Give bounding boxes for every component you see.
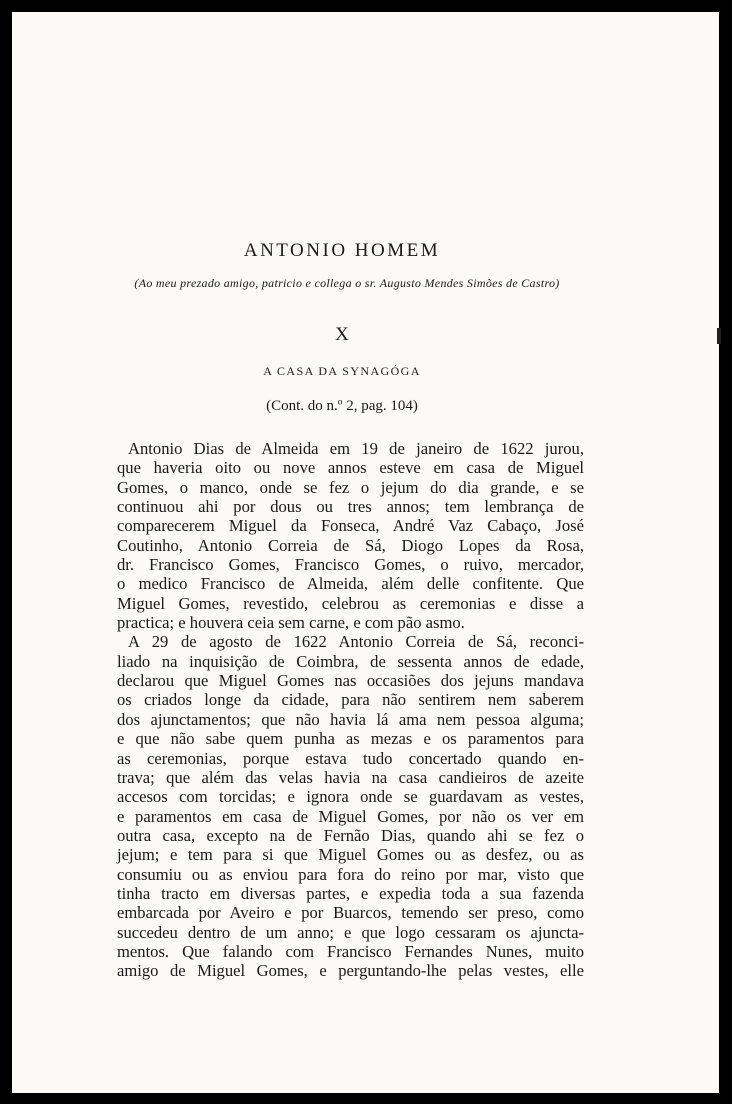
text-line: as ceremonias, porque estava tudo concertado quando en- [117, 748, 584, 768]
text-line: trava; que além das velas havia na casa candieiros de azeite [117, 767, 584, 787]
text-line: Coutinho, Antonio Correia de Sá, Diogo Lopes da Rosa, [117, 535, 584, 555]
chapter-number: X [335, 324, 349, 345]
text-line: e paramentos em casa de Miguel Gomes, por não os ver em [117, 806, 584, 826]
page [12, 12, 719, 1093]
text-line: outra casa, excepto na de Fernão Dias, quando ahi se fez o [117, 825, 584, 845]
text-line: e que não sabe quem punha as mezas e os paramentos para [117, 729, 584, 749]
text-line: practica; e houvera ceia sem carne, e com pão asmo. [117, 613, 465, 633]
text-line: dr. Francisco Gomes, Francisco Gomes, o ruivo, mercador, [117, 555, 584, 575]
text-line: Miguel Gomes, revestido, celebrou as ceremonias e disse a [117, 593, 584, 613]
text-line: comparecerem Miguel da Fonseca, André Vaz Cabaço, José [117, 516, 584, 536]
text-line: dos ajunctamentos; que não havia lá ama nem pessoa alguma; [117, 709, 584, 729]
text-line: mentos. Que falando com Francisco Fernandes Nunes, muito [117, 941, 584, 961]
text-line: o medico Francisco de Almeida, além delle confitente. Que [117, 574, 584, 594]
text-line: os criados longe da cidade, para não sentirem nem saberem [117, 690, 584, 710]
text-line: jejum; e tem para si que Miguel Gomes ou as desfez, ou as [117, 845, 584, 865]
text-line: amigo de Miguel Gomes, e perguntando-lhe pelas vestes, elle [117, 961, 584, 981]
text-line: succedeu dentro de um anno; e que logo cessaram os ajuncta- [117, 922, 584, 942]
text-line: Antonio Dias de Almeida em 19 de janeiro de 1622 jurou, [128, 439, 584, 458]
text-line: A 29 de agosto de 1622 Antonio Correia de Sá, reconci- [128, 632, 584, 652]
dedication: (Ao meu prezado amigo, patricio e collega o sr. Augusto Mendes Simões de Castro) [134, 276, 560, 290]
text-line: continuou ahi por dous ou tres annos; tem lembrança de [117, 497, 584, 517]
text-line: que haveria oito ou nove annos esteve em casa de Miguel [117, 458, 584, 478]
section-title: A CASA DA SYNAGÓGA [263, 364, 421, 378]
article-title: ANTONIO HOMEM [243, 240, 441, 261]
text-line: liado na inquisição de Coimbra, de sessenta annos de edade, [117, 651, 584, 671]
text-line: Gomes, o manco, onde se fez o jejum do dia grande, e se [117, 477, 584, 497]
margin-mark [717, 328, 721, 344]
body-text [117, 439, 584, 981]
text-line: declarou que Miguel Gomes nas occasiões dos jejuns mandava [117, 671, 584, 691]
text-line: accesos com torcidas; e ignora onde se guardavam as vestes, [117, 787, 584, 807]
text-line: consumiu ou as enviou para fora do reino por mar, visto que [117, 864, 584, 884]
text-line: embarcada por Aveiro e por Buarcos, temendo ser preso, como [117, 903, 584, 923]
continuation-note: (Cont. do n.º 2, pag. 104) [266, 398, 418, 414]
text-line: tinha tracto em diversas partes, e expedia toda a sua fazenda [117, 883, 584, 903]
